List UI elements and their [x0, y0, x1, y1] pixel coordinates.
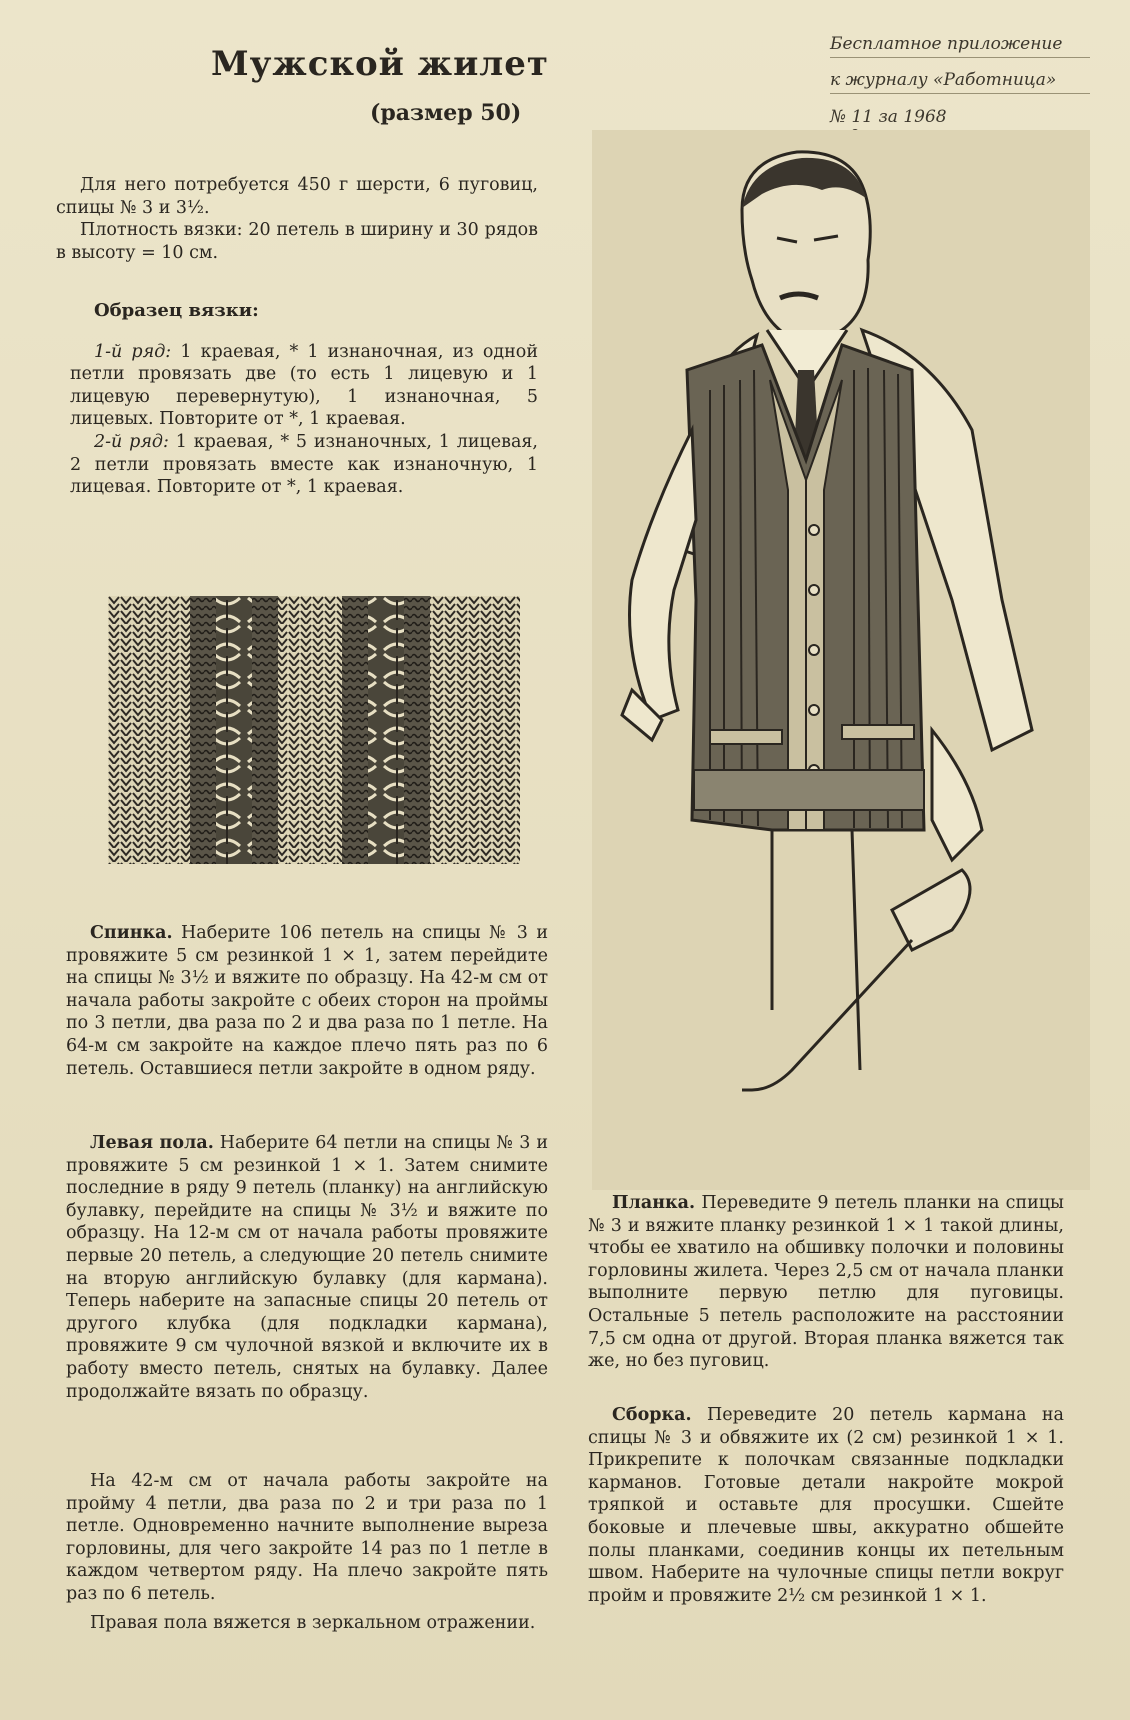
intro-block: [56, 174, 538, 264]
placket-section: [588, 1192, 1064, 1373]
row2-paragraph: [70, 431, 538, 499]
back-text: Наберите 106 петель на спицы № 3 и провяжите 5 см резинкой 1 × 1, затем перейдите на спицы № 3½ и вяжите по образцу. На 42-м см от начала работы закройте с обеих сторон на проймы по 3 петли, два раза по 2 и два раза по 1 петле. На 64-м см закройте на каждое плечо пять раз по 6 петель. Оставшиеся петли закройте в одном ряду.: [66, 923, 548, 1079]
row1-paragraph: [70, 341, 538, 431]
assembly-text: Переведите 20 петель кармана на спицы № 3 и обвяжите их (2 см) резинкой 1 × 1. Прикрепите к полочкам связанные подкладки карманов. Готовые детали накройте мокрой тряпкой и оставьте для просушки. Сшейте боковые и плечевые швы, аккуратно обшейте полы планками, соединив концы их петельным швом. Наберите на чулочные спицы петли вокруг пройм и провяжите 2½ см резинкой 1 × 1.: [588, 1405, 1064, 1606]
armhole-neckline-text: На 42-м см от начала работы закройте на пройму 4 петли, два раза по 2 и три раза по 1 петле. Одновременно начните выполнение выреза горловины, для чего закройте 14 раз по 1 петле в каждом четвертом ряду. На плечо закройте пять раз по 6 петель.: [66, 1471, 548, 1604]
back-label: Спинка.: [90, 923, 173, 943]
man-in-vest-illustration: [592, 130, 1090, 1190]
left-front-label: Левая пола.: [90, 1133, 214, 1153]
assembly-paragraph: [588, 1404, 1064, 1607]
placket-label: Планка.: [612, 1193, 696, 1213]
assembly-label: Сборка.: [612, 1405, 692, 1425]
row1-text: 1 краевая, * 1 изнаночная, из одной петли провязать две (то есть 1 лицевую и 1 лицевую перевернутую), 1 изнаночная, 5 лицевых. Повторите от *, 1 краевая.: [70, 341, 538, 430]
supplement-line-1: Бесплатное приложение: [830, 34, 1090, 58]
row2-label: 2-й ряд:: [94, 431, 169, 452]
page-subtitle: (размер 50): [370, 100, 522, 126]
assembly-section: [588, 1404, 1064, 1607]
page-title: Мужской жилет: [211, 44, 549, 84]
supplement-line-3: № 11 за 1968: [830, 107, 980, 151]
row1-label: 1-й ряд:: [94, 341, 172, 362]
pattern-heading: Образец вязки:: [94, 300, 259, 321]
row2-text: 1 краевая, * 5 изнаночных, 1 лицевая, 2 петли провязать вместе как изнаночную, 1 лицевая. Повторите от *, 1 краевая.: [70, 431, 538, 498]
pattern-block: [70, 300, 538, 499]
left-front-paragraph: [66, 1132, 548, 1403]
right-front-note: Правая пола вяжется в зеркальном отражении.: [90, 1612, 536, 1633]
back-section: [66, 922, 548, 1080]
gauge-text: Плотность вязки: 20 петель в ширину и 30 рядов в высоту = 10 см.: [56, 220, 538, 263]
placket-paragraph: [588, 1192, 1064, 1373]
back-paragraph: [66, 922, 548, 1080]
knit-swatch-illustration: [108, 596, 520, 864]
materials-text: Для него потребуется 450 г шерсти, 6 пуговиц, спицы № 3 и 3½.: [56, 175, 538, 218]
placket-text: Переведите 9 петель планки на спицы № 3 и вяжите планку резинкой 1 × 1 такой длины, чтобы ее хватило на обшивку полочки и половины горловины жилета. Через 2,5 см от начала планки выполните первую петлю для пуговицы. Остальные 5 петель расположите на расстоянии 7,5 см одна от другой. Вторая планка вяжется так же, но без пуговиц.: [588, 1193, 1064, 1372]
left-front-text: Наберите 64 петли на спицы № 3 и провяжите 5 см резинкой 1 × 1. Затем снимите последние в ряду 9 петель (планку) на английскую булавку, перейдите на спицы № 3½ и вяжите по образцу. На 12-м см от начала работы провяжите первые 20 петель, а следующие 20 петель снимите на вторую английскую булавку (для кармана). Теперь наберите на запасные спицы 20 петель от другого клубка (для подкладки кармана), провяжите 9 см чулочной вязкой и включите их в работу вместо петель, снятых на булавку. Далее продолжайте вязать по образцу.: [66, 1133, 548, 1402]
supplement-line-2: к журналу «Работница»: [830, 70, 1090, 94]
left-front-continued: [66, 1470, 548, 1634]
left-front-section: [66, 1132, 548, 1403]
